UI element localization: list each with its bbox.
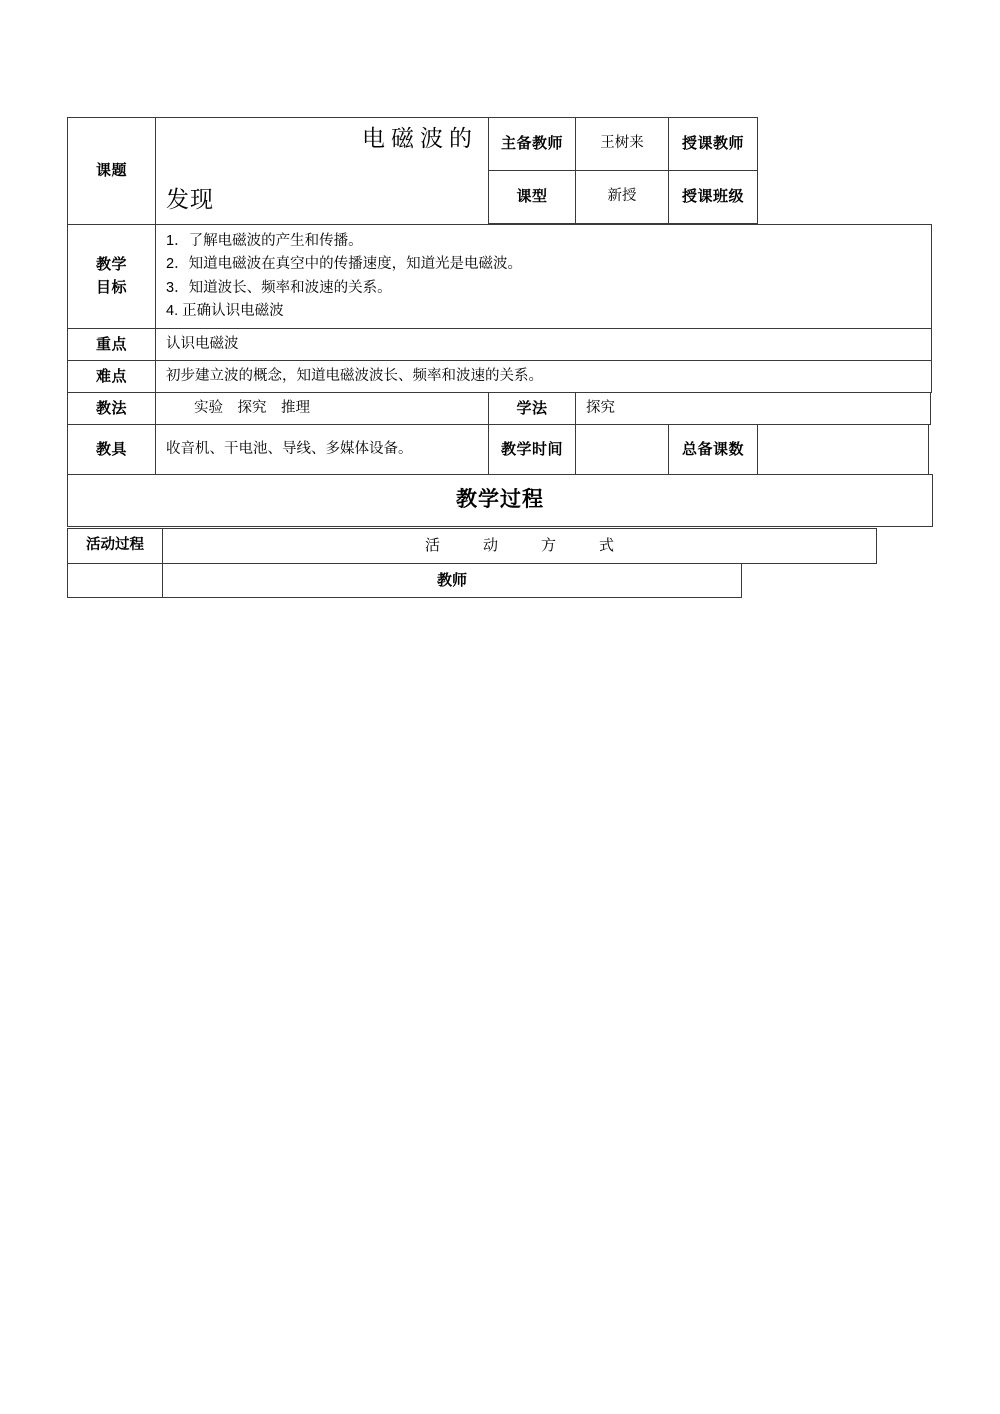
difficult-point-row [67, 360, 933, 392]
materials-row [67, 424, 933, 474]
objectives-row [67, 224, 933, 328]
activity-process-label: 活动过程 [67, 528, 163, 564]
key-point-row [67, 328, 933, 360]
course-type-value[interactable]: 新授 [575, 170, 669, 224]
topic-label-cell: 课题 [67, 117, 156, 225]
teacher-info-block [488, 117, 757, 224]
teaching-teacher-label: 授课教师 [668, 117, 758, 171]
difficult-point-label: 难点 [67, 360, 156, 393]
objectives-label [67, 224, 156, 329]
teaching-method-value[interactable]: 实验 探究 推理 [155, 392, 489, 425]
key-point-value[interactable]: 认识电磁波 [155, 328, 932, 361]
total-lessons-label: 总备课数 [668, 424, 758, 475]
methods-row [67, 392, 933, 424]
objectives-label-line1: 教学 [95, 256, 127, 273]
materials-value[interactable]: 收音机、干电池、导线、多媒体设备。 [155, 424, 489, 475]
teaching-time-value[interactable] [575, 424, 669, 475]
objective-item-4: 4. 正确认识电磁波 [166, 302, 284, 319]
objective-item-1: 1．了解电磁波的产生和传播。 [166, 232, 363, 249]
main-teacher-value[interactable]: 王树来 [575, 117, 669, 171]
total-lessons-value[interactable] [757, 424, 929, 475]
teacher-info-row-1 [488, 117, 757, 170]
activity-mode-label: 活 动 方 式 [162, 528, 877, 564]
activity-teacher-value: 教师 [162, 563, 742, 598]
activity-teacher-label-cell[interactable] [67, 563, 163, 598]
teaching-time-label: 教学时间 [488, 424, 576, 475]
topic-title-line1: 电磁波的 [362, 125, 478, 151]
objective-item-3: 3．知道波长、频率和波速的关系。 [166, 279, 392, 296]
objectives-label-line2: 目标 [95, 278, 127, 296]
key-point-label: 重点 [67, 328, 156, 361]
class-label: 授课班级 [668, 170, 758, 224]
learning-method-value[interactable]: 探究 [575, 392, 931, 425]
teacher-info-row-2 [488, 170, 757, 223]
objective-item-2: 2．知道电磁波在真空中的传播速度，知道光是电磁波。 [166, 256, 523, 273]
objectives-value[interactable] [155, 224, 932, 329]
difficult-point-value[interactable]: 初步建立波的概念，知道电磁波波长、频率和波速的关系。 [155, 360, 932, 393]
topic-title-line2: 发现 [166, 186, 214, 213]
learning-method-label: 学法 [488, 392, 576, 425]
teaching-method-label: 教法 [67, 392, 156, 425]
topic-title-cell [155, 117, 489, 225]
process-banner-row [67, 474, 933, 526]
course-type-label: 课型 [488, 170, 576, 224]
header-block [67, 117, 933, 224]
materials-label: 教具 [67, 424, 156, 475]
activity-header-row [67, 528, 933, 563]
main-teacher-label: 主备教师 [488, 117, 576, 171]
process-banner: 教学过程 [67, 474, 933, 527]
lesson-plan-table [67, 117, 933, 597]
activity-teacher-row [67, 563, 933, 597]
